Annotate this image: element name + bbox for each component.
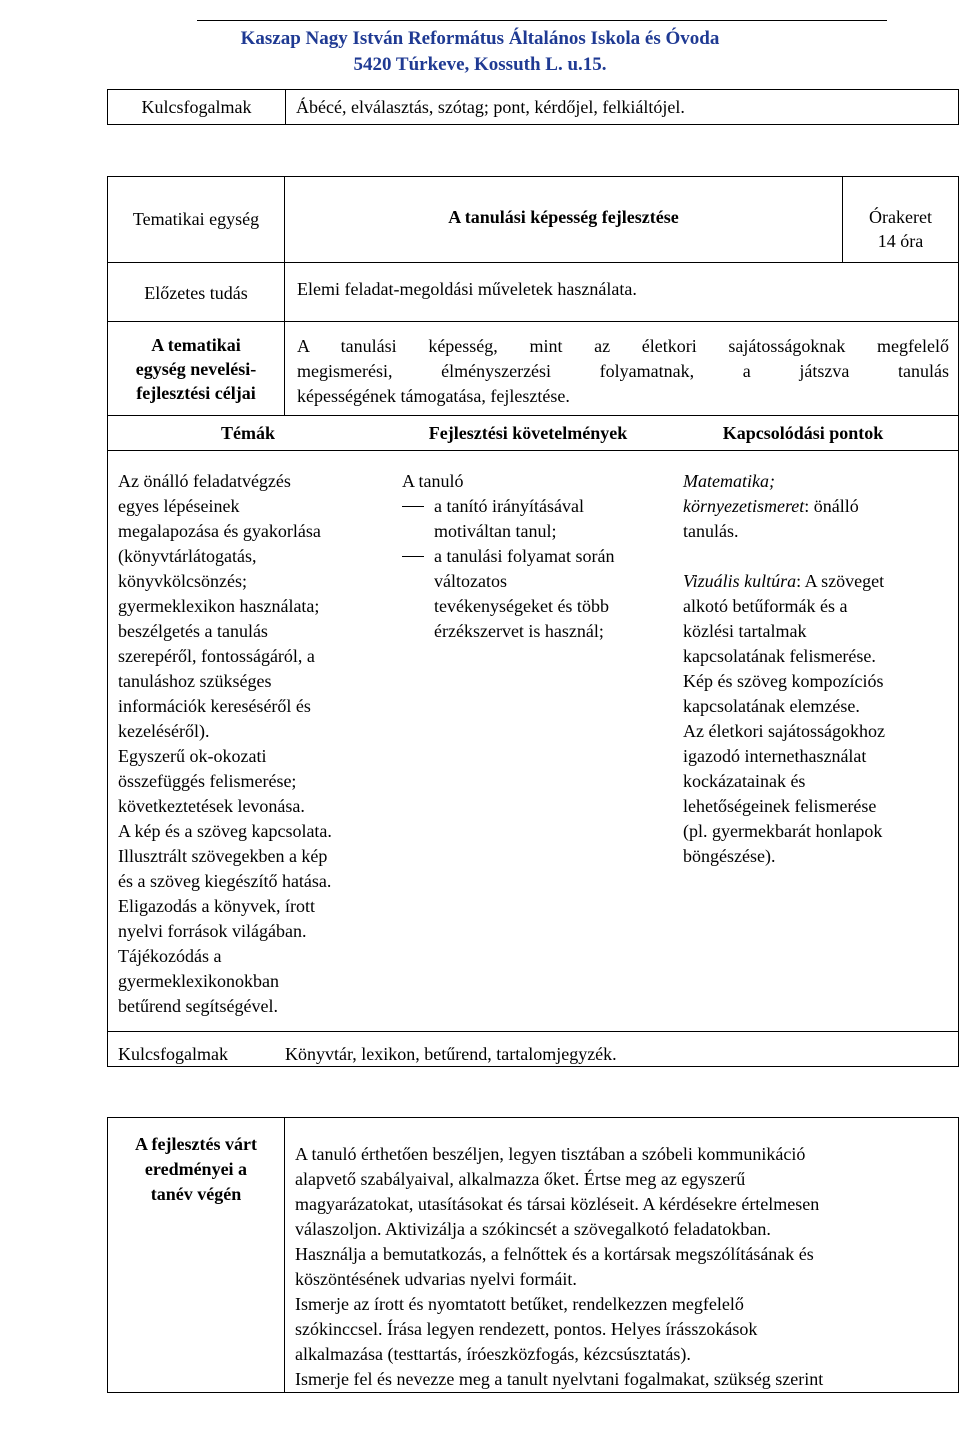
topics-line: A kép és a szöveg kapcsolata.	[118, 821, 332, 841]
top-keywords-table	[107, 89, 959, 125]
topics-line: könyvkölcsönzés;	[118, 571, 247, 591]
goals-label	[108, 333, 284, 405]
goals-label-line: fejlesztési céljai	[136, 383, 256, 403]
goals-line: A tanulási képesség, mint az életkori sajátosságoknak megfelelő	[297, 336, 949, 356]
school-address: 5420 Túrkeve, Kossuth L. u.15.	[353, 54, 607, 75]
outcomes-label-line: tanév végén	[150, 1184, 242, 1204]
connections-visual: Vizuális kultúra	[683, 571, 797, 591]
requirements-item	[402, 494, 672, 544]
divider	[108, 321, 958, 322]
goals-text	[297, 334, 949, 409]
topics-line: nyelvi források világában.	[118, 921, 307, 941]
outcomes-label-line: A fejlesztés várt	[135, 1134, 257, 1154]
keywords-label: Kulcsfogalmak	[118, 1044, 228, 1064]
connections-visual-rest: : A szöveget	[796, 571, 885, 591]
topics-line: szerepéről, fontosságáról, a	[118, 646, 315, 666]
prior-label: Előzetes tudás	[144, 283, 248, 303]
goals-label-line: egység nevelési-	[135, 359, 257, 379]
topics-line: Eligazodás a könyvek, írott	[118, 896, 315, 916]
connections-line: lehetőségeinek felismerése	[683, 796, 877, 816]
outcomes-line: Ismerje fel és nevezze meg a tanult nyelvtani fogalmakat, szükség szerint	[295, 1369, 824, 1389]
requirements-intro: A tanuló	[402, 471, 464, 491]
requirements-line: a tanulási folyamat során	[434, 546, 615, 566]
topics-line: beszélgetés a tanulás	[118, 621, 268, 641]
topics-line: Egyszerű ok-okozati	[118, 746, 267, 766]
header-rule	[197, 20, 887, 21]
topics-line: gyermeklexikon használata;	[118, 596, 320, 616]
topics-text	[118, 469, 393, 1019]
requirements-text	[402, 469, 672, 644]
requirements-line: érzékszervet is használ;	[434, 621, 604, 641]
outcomes-line: A tanuló érthetően beszéljen, legyen tisztában a szóbeli kommunikáció	[295, 1144, 806, 1164]
connections-line: közlési tartalmak	[683, 621, 807, 641]
unit-title: A tanulási képesség fejlesztése	[448, 207, 679, 227]
connections-line: alkotó betűformák és a	[683, 596, 848, 616]
prior-value: Elemi feladat-megoldási műveletek használata.	[297, 279, 637, 299]
goals-label-line: A tematikai	[151, 335, 241, 355]
outcomes-line: köszöntésének udvarias nyelvi formáit.	[295, 1269, 577, 1289]
outcomes-line: alapvető szabályaival, alkalmazza őket. Értse meg az egyszerű	[295, 1169, 746, 1189]
connections-line: kapcsolatának felismerése.	[683, 646, 876, 666]
connections-visual-line	[683, 569, 953, 594]
hours-box	[843, 205, 958, 253]
connections-env-rest: : önálló	[804, 496, 859, 516]
topics-line: információk kereséséről és	[118, 696, 311, 716]
topics-line: összefüggés felismerése;	[118, 771, 297, 791]
requirements-line: tevékenységeket és több	[434, 596, 609, 616]
topics-line: Az önálló feladatvégzés	[118, 471, 291, 491]
divider	[108, 415, 958, 416]
connections-env-line	[683, 494, 953, 519]
outcomes-line: alkalmazása (testtartás, íróeszközfogás, kézcsúsztatás).	[295, 1344, 691, 1364]
topics-line: egyes lépéseinek	[118, 496, 240, 516]
connections-line: kapcsolatának elemzése.	[683, 696, 860, 716]
topics-line: (könyvtárlátogatás,	[118, 546, 257, 566]
topics-line: megalapozása és gyakorlása	[118, 521, 321, 541]
outcomes-line: szókinccsel. Írása legyen rendezett, pontos. Helyes írásszokások	[295, 1319, 758, 1339]
connections-text	[683, 469, 953, 869]
top-keywords-label: Kulcsfogalmak	[108, 90, 286, 125]
school-name: Kaszap Nagy István Református Általános Iskola és Óvoda	[240, 28, 720, 49]
topics-line: Tájékozódás a	[118, 946, 222, 966]
unit-table	[107, 176, 959, 1067]
outcomes-label-line: eredményei a	[144, 1159, 248, 1179]
col-header-requirements: Fejlesztési követelmények	[428, 423, 628, 443]
hours-label: Órakeret	[869, 207, 932, 227]
topics-line: gyermeklexikonokban	[118, 971, 279, 991]
outcomes-label	[108, 1132, 284, 1207]
connections-line: Kép és szöveg kompozíciós	[683, 671, 884, 691]
divider	[108, 262, 958, 263]
connections-math: Matematika;	[683, 471, 775, 491]
outcomes-line: Ismerje az írott és nyomtatott betűket, rendelkezzen megfelelő	[295, 1294, 744, 1314]
requirements-line: a tanító irányításával	[434, 496, 584, 516]
unit-label: Tematikai egység	[132, 209, 260, 229]
outcomes-line: válaszoljon. Aktivizálja a szókincsét a szövegalkotó feladatokban.	[295, 1219, 771, 1239]
divider	[108, 450, 958, 451]
outcomes-table	[107, 1117, 959, 1393]
topics-line: betűrend segítségével.	[118, 996, 278, 1016]
topics-line: következtetések levonása.	[118, 796, 305, 816]
connections-line: (pl. gyermekbarát honlapok	[683, 821, 883, 841]
top-keywords-value: Ábécé, elválasztás, szótag; pont, kérdőjel, felkiáltójel.	[286, 90, 959, 125]
requirements-line: változatos	[434, 571, 507, 591]
topics-line: Illusztrált szövegekben a kép	[118, 846, 328, 866]
connections-line: böngészése).	[683, 846, 776, 866]
outcomes-line: magyarázatokat, utasításokat és társai közléseit. A kérdésekre értelmesen	[295, 1194, 820, 1214]
goals-line: képességének támogatása, fejlesztése.	[297, 386, 570, 406]
connections-env: környezetismeret	[683, 496, 805, 516]
keywords-value: Könyvtár, lexikon, betűrend, tartalomjegyzék.	[285, 1044, 617, 1064]
divider	[108, 1031, 958, 1032]
topics-line: és a szöveg kiegészítő hatása.	[118, 871, 332, 891]
col-header-connections: Kapcsolódási pontok	[722, 423, 884, 443]
divider	[284, 1118, 285, 1392]
goals-line: megismerési, élményszerzési folyamatnak, a játszva tanulás	[297, 361, 949, 381]
connections-line: igazodó internethasználat	[683, 746, 867, 766]
topics-line: tanuláshoz szükséges	[118, 671, 272, 691]
outcomes-text	[295, 1142, 945, 1392]
hours-value: 14 óra	[877, 231, 924, 251]
requirements-line: motiváltan tanul;	[434, 521, 557, 541]
connections-line: tanulás.	[683, 521, 739, 541]
connections-line: kockázatainak és	[683, 771, 806, 791]
outcomes-line: Használja a bemutatkozás, a felnőttek és a kortársak megszólításának és	[295, 1244, 814, 1264]
topics-line: kezeléséről).	[118, 721, 210, 741]
connections-line: Az életkori sajátosságokhoz	[683, 721, 885, 741]
col-header-topics: Témák	[221, 423, 275, 443]
requirements-item	[402, 544, 672, 644]
